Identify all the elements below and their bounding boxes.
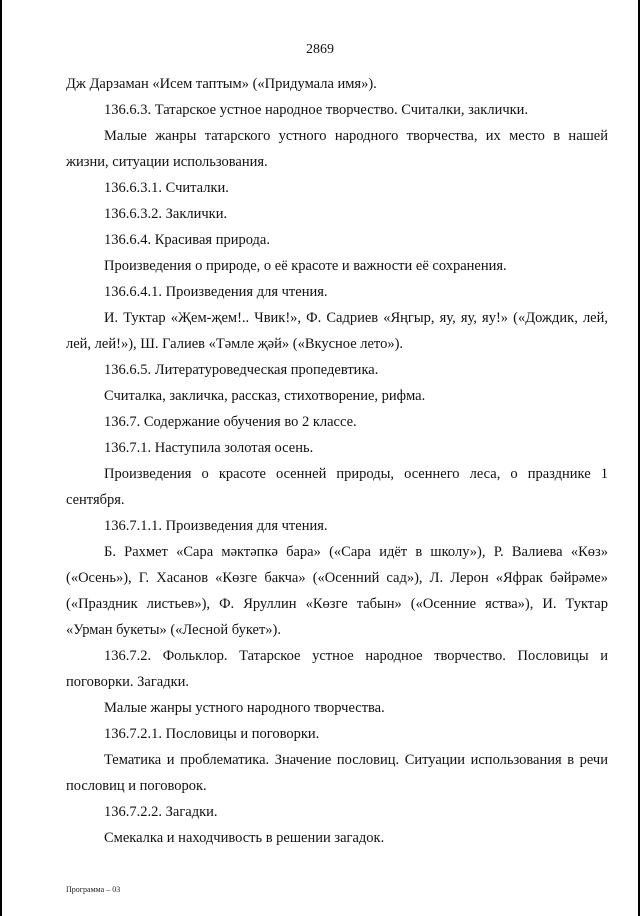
section-heading: 136.7. Содержание обучения во 2 классе. [104,414,357,430]
paragraph: Малые жанры устного народного творчества. [104,700,385,716]
section-heading: 136.6.4.1. Произведения для чтения. [104,284,328,300]
paragraph: Произведения о красоте осенней природы, осеннего леса, о празднике 1 сентября. [66,466,608,508]
paragraph: И. Туктар «Җем-җем!.. Чвик!», Ф. Садриев «Яңгыр, яу, яу, яу!» («Дождик, лей, лей, лей!»), Ш. Галиев «Тәмле җәй» («Вкусное лето»). [66,310,608,352]
section-heading: 136.7.2. Фольклор. Татарское устное народное творчество. Пословицы и поговорки. Загадки. [66,648,608,690]
page-footer: Программа – 03 [66,885,121,894]
section-heading: 136.7.1. Наступила золотая осень. [104,440,314,456]
document-body [66,71,608,851]
page-border-left [0,0,2,916]
section-heading: 136.7.2.2. Загадки. [104,804,218,820]
paragraph: Малые жанры татарского устного народного творчества, их место в нашей жизни, ситуации использования. [66,128,608,170]
paragraph: Тематика и проблематика. Значение пословиц. Ситуации использования в речи пословиц и поговорок. [66,752,608,794]
section-heading: 136.7.1.1. Произведения для чтения. [104,518,328,534]
section-heading: 136.6.3.1. Считалки. [104,180,229,196]
section-heading: 136.7.2.1. Пословицы и поговорки. [104,726,320,742]
paragraph: Дж Дарзаман «Исем таптым» («Придумала имя»). [66,76,377,92]
paragraph: Б. Рахмет «Сара мәктәпкә бара» («Сара идёт в школу»), Р. Валиева «Көз» («Осень»), Г. Хасанов «Көзге бакча» («Осенний сад»), Л. Лерон «Яфрак бәйрәме» («Праздник листьев»), Ф. Яруллин «Көзге табын» («Осенние яства»), И. Туктар «Урман букеты» («Лесной букет»). [66,544,608,638]
section-heading: 136.6.4. Красивая природа. [104,232,270,248]
section-heading: 136.6.3.2. Заклички. [104,206,228,222]
page-number: 2869 [306,42,334,57]
paragraph: Считалка, закличка, рассказ, стихотворение, рифма. [104,388,426,404]
paragraph: Произведения о природе, о её красоте и важности её сохранения. [104,258,507,274]
section-heading: 136.6.5. Литературоведческая пропедевтика. [104,362,379,378]
section-heading: 136.6.3. Татарское устное народное творчество. Считалки, заклички. [104,102,529,118]
paragraph: Смекалка и находчивость в решении загадок. [104,830,385,846]
